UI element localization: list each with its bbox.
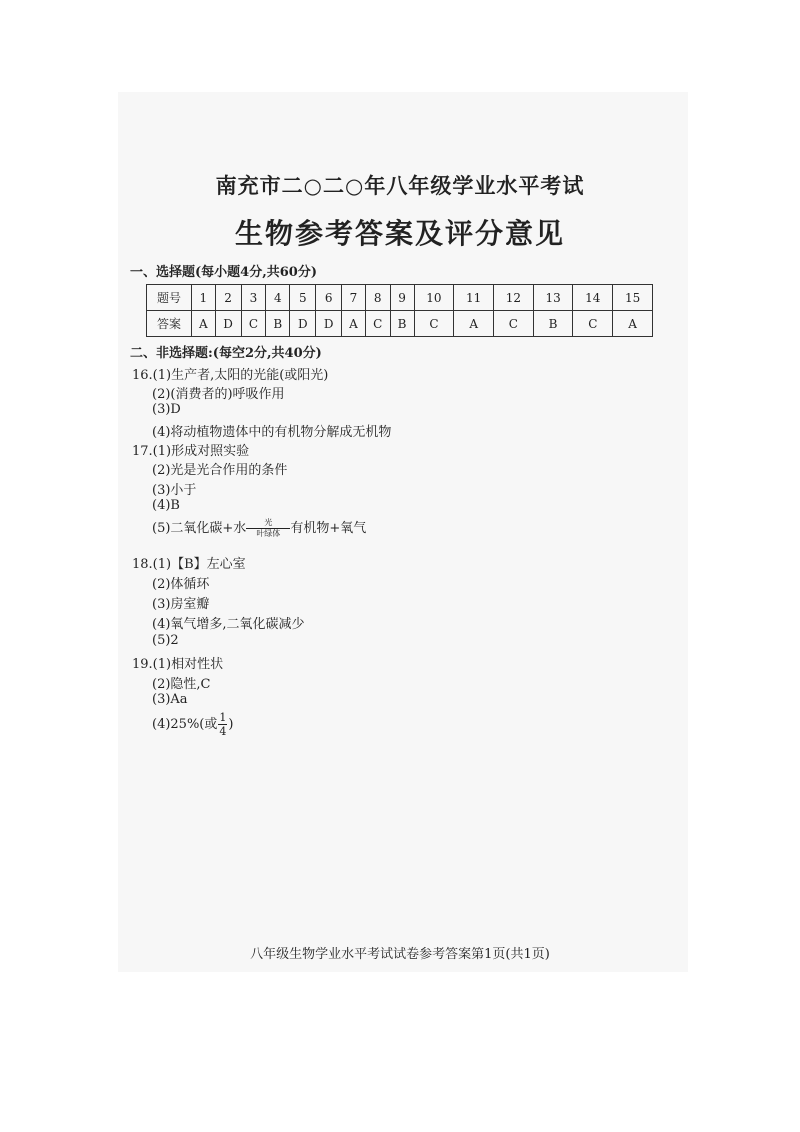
fraction-suffix: ) [228,717,234,732]
answer-cell: B [533,311,573,337]
table-row [147,311,653,337]
question-number: 15 [613,285,653,311]
answer-line: 17.(1)形成对照实验 [132,444,250,459]
answer-line: 19.(1)相对性状 [132,657,224,672]
fraction-numerator: 1 [219,711,227,724]
answer-line: (4)B [152,498,180,513]
answer-cell: B [390,311,414,337]
answer-cell: C [573,311,613,337]
fraction-denominator: 4 [219,725,227,738]
answer-line: (3)Aa [152,692,188,707]
fraction-prefix: (4)25%(或 [152,717,218,732]
question-number: 11 [454,285,494,311]
answer-line: 18.(1)【B】左心室 [132,557,246,572]
answer-cell: C [494,311,534,337]
row-label-number: 题号 [147,285,192,311]
row-label-answer: 答案 [147,311,192,337]
section1-heading: 一、选择题(每小题4分,共60分) [130,265,317,280]
answer-line: (2)光是光合作用的条件 [152,463,288,478]
answer-cell: A [342,311,366,337]
arrow-condition-chloroplast: 叶绿体 [256,529,281,538]
answer-line: (3)房室瓣 [152,597,210,612]
question-number: 6 [316,285,342,311]
answer-cell: D [316,311,342,337]
equation-reactants: (5)二氧化碳+水 [152,521,247,536]
arrow-condition-light: 光 [264,518,273,527]
answer-cell: D [215,311,241,337]
answer-cell: C [365,311,390,337]
question-number: 10 [414,285,454,311]
answer-line: (4)氧气增多,二氧化碳减少 [152,617,305,632]
answer-cell: B [266,311,290,337]
answer-line: (2)隐性,C [152,677,211,692]
question-number: 14 [573,285,613,311]
question-number: 3 [241,285,266,311]
answer-line: (2)体循环 [152,577,210,592]
question-number: 8 [365,285,390,311]
photosynthesis-equation [152,517,366,538]
table-row [147,285,653,311]
question-number: 5 [290,285,316,311]
question-number: 4 [266,285,290,311]
answer-line: (3)小于 [152,483,197,498]
answer-cell: A [454,311,494,337]
answer-line: (5)2 [152,633,179,648]
question-number: 9 [390,285,414,311]
answer-cell: C [241,311,266,337]
answer-table [146,284,653,337]
question-number: 7 [342,285,366,311]
answer-key-title: 生物参考答案及评分意见 [234,217,565,250]
answer-line-fraction [152,712,233,737]
page-footer: 八年级生物学业水平考试试卷参考答案第1页(共1页) [250,947,550,962]
question-number: 12 [494,285,534,311]
answer-line: (4)将动植物遗体中的有机物分解成无机物 [152,425,392,440]
answer-cell: C [414,311,454,337]
section2-heading: 二、非选择题:(每空2分,共40分) [130,346,322,361]
equation-products: 有机物+氧气 [290,521,367,536]
answer-line: (2)(消费者的)呼吸作用 [152,387,285,402]
fraction [218,712,227,737]
question-number: 13 [533,285,573,311]
answer-line: (3)D [152,402,181,417]
answer-line: 16.(1)生产者,太阳的光能(或阳光) [132,368,329,383]
answer-cell: D [290,311,316,337]
answer-cell: A [192,311,216,337]
question-number: 1 [192,285,216,311]
reaction-arrow [246,519,290,538]
exam-title: 南充市二○二○年八年级学业水平考试 [215,173,585,198]
question-number: 2 [215,285,241,311]
answer-cell: A [613,311,653,337]
